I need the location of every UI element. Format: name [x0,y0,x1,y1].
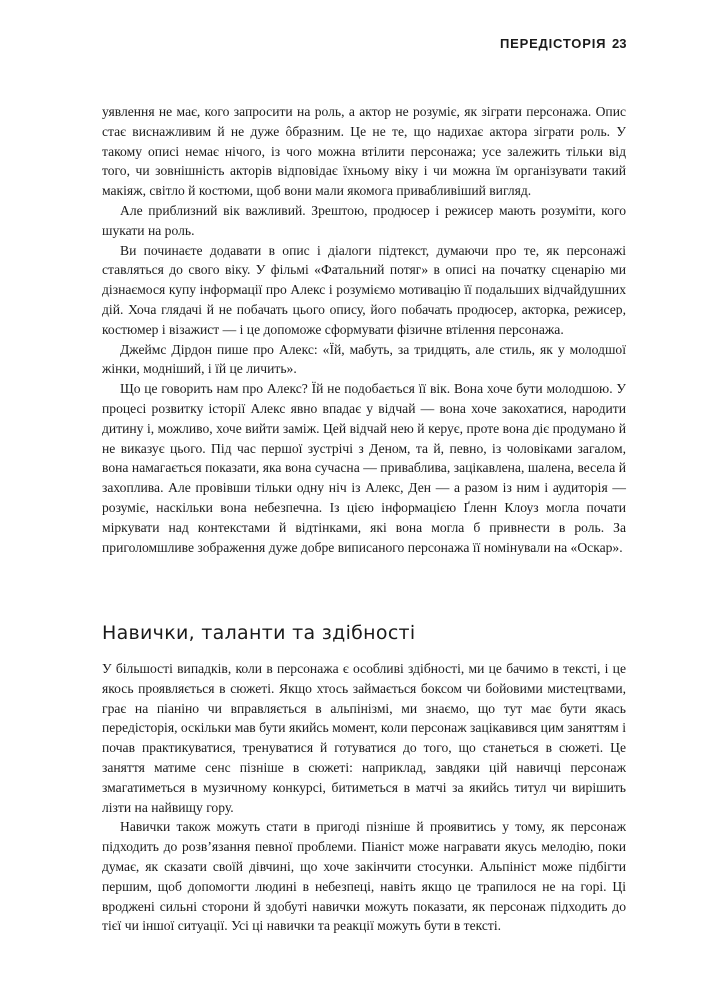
page-number: 23 [612,36,627,51]
paragraph: Джеймс Дірдон пише про Алекс: «Їй, мабуть, за тридцять, але стиль, як у молодшої жінки, модніший, і їй це личить». [102,341,626,377]
paragraph: Але приблизний вік важливий. Зрештою, продюсер і режисер мають розуміти, кого шукати на роль. [102,202,626,238]
running-header [0,36,728,60]
paragraph: У більшості випадків, коли в персонажа є особливі здібності, ми це бачимо в тексті, і це якось проявляється в сюжеті. Якщо хтось займається боксом чи бойовими мистецтвами, грає на піаніно чи вправляється в альпінізмі, ми знаємо, що тут має бути якась передісторія, оскільки мав бути якийсь момент, коли персонаж зацікавився цим заняттям і почав практикуватися, тренуватися й готуватися до того, що станеться в сюжеті. Це заняття матиме сенс пізніше в сюжеті: наприклад, завдяки цій навичці персонаж змагатиметься в музичному конкурсі, битиметься в матчі за якийсь титул чи вирішить лізти на найвищу гору. [102,661,626,815]
body-text-bottom [102,659,626,936]
paragraph: Що це говорить нам про Алекс? Їй не подобається її вік. Вона хоче бути молодшою. У процесі розвитку історії Алекс явно впадає у відчай — вона хоче закохатися, народити дитину і, можливо, хоче вийти заміж. Цей відчай нею й керує, проте вона діє продумано й не виказує цього. Під час першої зустрічі з Деном, та й, певно, із чоловіками загалом, вона намагається показати, яка вона сучасна — приваблива, зацікавлена, шалена, весела й захоплива. Але провівши тільки одну ніч із Алекс, Ден — а разом із ним і аудиторія — розуміє, наскільки вона небезпечна. Із цією інформацією Ґленн Клоуз могла почати міркувати над контекстами й відтінками, які вона могла б привнести в роль. За приголомшливе зображення дуже добре виписаного персонажа її номінували на «Оскар». [102,381,626,555]
section-heading: Навички, таланти та здібності [102,622,416,644]
paragraph: Навички також можуть стати в пригоді пізніше й проявитись у тому, як персонаж підходить до розв’язання певної проблеми. Піаніст може награвати якусь мелодію, поки думає, як сказати своїй дівчині, що хоче закінчити стосунки. Альпініст може підбігти першим, щоб допомогти людині в небезпеці, навіть якщо це трапилося не на горі. Ці вроджені сильні сторони й здобуті навички можуть показати, як персонаж підходить до тієї чи іншої ситуації. Усі ці навички та реакції можуть бути в тексті. [102,819,626,934]
running-header-title: ПЕРЕДІСТОРІЯ [500,36,607,51]
paragraph: уявлення не має, кого запросити на роль, а актор не розуміє, як зіграти персонажа. Опис стає виснажливим й не дуже ôбразним. Це не те, що надихає актора зіграти роль. У такому описі немає нічого, із чого можна втілити персонажа; усе залежить тільки від того, чи зовнішність акторів відповідає їхньому віку і чи можна їм організувати такий макіяж, світло й костюми, щоб вони мали якомога привабливіший вигляд. [102,104,626,199]
paragraph: Ви починаєте додавати в опис і діалоги підтекст, думаючи про те, як персонажі ставляться до свого віку. У фільмі «Фатальний потяг» в описі на початку сценарію ми дізнаємося купу інформації про Алекс і розуміємо мотивацію її подальших відчайдушних дій. Хоча глядачі й не побачать цього опису, його побачать продюсер, акторка, режисер, костюмер і візажист — і це допоможе сформувати фізичне втілення персонажа. [102,242,626,337]
body-text-top [102,102,626,557]
